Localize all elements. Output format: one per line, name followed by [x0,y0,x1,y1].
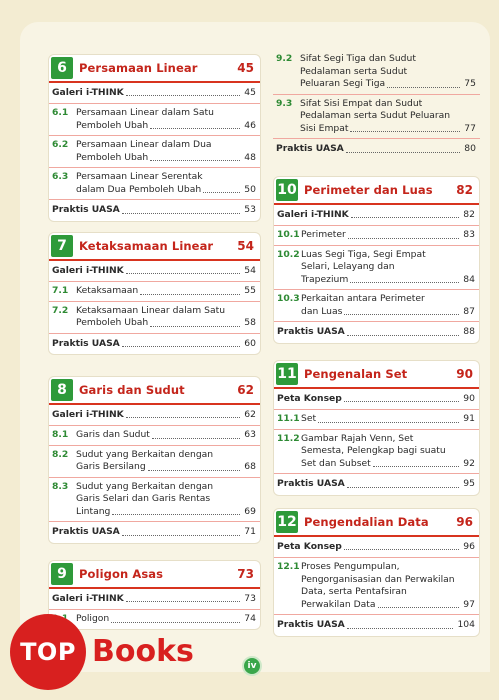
entry-page: 97 [463,598,475,610]
dot-leader [126,417,241,418]
toc-entry[interactable] [274,410,479,429]
entry-line [301,561,475,574]
chapter-entries [274,537,479,636]
entry-row [274,326,479,339]
entry-number: 11.1 [277,413,300,424]
entry-number: 12.1 [277,561,300,572]
dot-leader [122,213,240,214]
chapter-header[interactable] [49,55,260,81]
dot-leader [344,549,459,550]
dot-leader [122,346,240,347]
entry-line [301,599,475,612]
entry-line-text: dalam Dua Pemboleh Ubah [76,183,202,195]
entry-text [76,285,256,298]
entry-line-text: Garis Selari dan Garis Rentas [76,493,211,504]
entry-line-text: Persamaan Linear Serentak [76,171,203,182]
entry-line [300,53,476,66]
entry-page: 92 [463,457,475,469]
entry-line [76,107,256,120]
entry-text [301,433,475,471]
entry-row [49,429,260,442]
entry-label: Galeri i-THINK [52,592,124,604]
chapter-title: Persamaan Linear [79,61,198,75]
dot-leader [126,601,241,602]
chapter-6 [48,54,261,222]
entry-line-text: Perimeter [301,229,346,240]
entry-line-text: Perkaitan antara Perimeter [301,293,425,304]
dot-leader [350,282,459,283]
entry-row [49,338,260,351]
entry-line [301,433,475,446]
chapter-title: Ketaksamaan Linear [79,239,214,253]
toc-entry[interactable] [273,50,480,94]
chapter-number: 11 [276,363,298,385]
chapter-header[interactable] [274,509,479,535]
dot-leader [150,326,240,327]
entry-row [49,409,260,422]
toc-entry[interactable] [274,558,479,614]
entry-text [301,229,475,242]
toc-section-entry[interactable] [274,474,479,495]
entry-line [300,123,476,136]
entry-text [76,449,256,474]
dot-leader [346,152,460,153]
entry-number: 8.1 [52,429,69,440]
entry-page: 74 [244,613,256,624]
toc-entry[interactable] [49,136,260,167]
entry-row [274,478,479,491]
dot-leader [351,217,460,218]
toc-section-entry[interactable] [274,615,479,636]
toc-entry[interactable] [49,426,260,445]
entry-page: 91 [463,413,475,424]
entry-line [76,506,256,519]
entry-page: 54 [244,264,256,276]
entry-text [300,98,476,136]
entry-page: 96 [463,540,475,552]
entry-label: Praktis UASA [52,337,120,349]
entry-line-text: Garis dan Sudut [76,429,150,440]
chapter-title: Pengenalan Set [304,367,408,381]
entry-number: 9.3 [276,97,293,109]
chapter-9 [48,560,261,630]
entry-page: 104 [457,619,475,630]
entry-text [76,139,256,164]
entry-page: 71 [244,526,256,537]
chapter-number: 8 [51,379,73,401]
entry-row [49,481,260,519]
chapter-title: Pengendalian Data [304,515,429,529]
entry-line-text: Peluaran Segi Tiga [300,78,386,89]
entry-line [76,429,256,442]
entry-page: 53 [244,204,256,215]
entry-row [273,98,480,136]
entry-row [49,87,260,100]
entry-text [301,413,475,426]
entry-line [76,449,256,462]
toc-entry[interactable] [49,446,260,477]
entry-row [274,393,479,406]
entry-line-text: Proses Pengumpulan, [301,561,400,572]
entry-line [300,78,476,91]
entry-label: Galeri i-THINK [52,264,124,276]
entry-text [76,171,256,196]
chapter-entries [49,405,260,543]
entry-line [301,293,475,306]
dot-leader [148,470,241,471]
entry-page: 88 [463,326,475,337]
chapter-number: 7 [51,235,73,257]
entry-line [301,574,475,587]
entry-line-text: Garis Bersilang [76,461,146,472]
entry-line [76,317,256,330]
dot-leader [347,335,459,336]
toc-entry[interactable] [49,282,260,301]
toc-section-entry[interactable] [49,589,260,610]
dot-leader [344,401,459,402]
entry-line [76,305,256,318]
entry-line-text: Sudut yang Berkaitan dengan [76,480,214,492]
entry-text [300,53,476,91]
toc-entry[interactable] [49,104,260,135]
entry-page: 90 [463,392,475,404]
entry-row [49,204,260,217]
toc-entry[interactable] [49,168,260,199]
entry-row [49,526,260,539]
chapter-7 [48,232,261,355]
entry-line-text: Data, serta Pentafsiran [301,586,407,597]
entry-line-text: Perwakilan Data [301,598,376,610]
entry-line-text: Selari, Lelayang dan [301,261,395,272]
entry-row [274,619,479,632]
dot-leader [350,131,460,132]
entry-number: 11.2 [277,432,300,444]
chapter-header[interactable] [49,561,260,587]
chapter-page: 90 [456,367,473,381]
chapter-entries [49,261,260,355]
chapter-title: Perimeter dan Luas [304,183,433,197]
entry-row [274,229,479,242]
dot-leader [150,160,240,161]
entry-line-text: Pedalaman serta Sudut Peluaran [300,110,451,121]
entry-line-text: Pedalaman serta Sudut [300,65,408,77]
entry-line [76,613,256,626]
entry-row [49,265,260,278]
entry-line-text: Pemboleh Ubah [76,317,149,328]
chapter-title: Poligon Asas [79,567,164,581]
dot-leader [318,422,459,423]
toc-section-entry[interactable] [49,83,260,104]
logo-top-text: TOP [20,638,76,666]
entry-number: 9.2 [276,53,293,64]
toc-section-entry[interactable] [274,537,479,558]
dot-leader [111,622,240,623]
entry-line [301,274,475,287]
entry-label: Praktis UASA [277,326,345,337]
entry-line [300,66,476,79]
chapter-page: 82 [456,183,473,197]
entry-line [76,152,256,165]
entry-row [49,305,260,330]
entry-page: 48 [244,151,256,163]
toc-section-entry[interactable] [273,139,480,160]
entry-page: 80 [464,143,476,154]
toc-section-entry[interactable] [49,522,260,543]
entry-page: 55 [244,285,256,296]
entry-line [301,229,475,242]
chapter-8 [48,376,261,544]
dot-leader [387,87,460,88]
entry-page: 73 [244,592,256,604]
entry-label: Galeri i-THINK [52,86,124,98]
entry-line [76,493,256,506]
toc-entry[interactable] [274,226,479,245]
entry-row [273,53,480,91]
entry-number: 6.2 [52,139,69,150]
chapter-number: 10 [276,179,298,201]
dot-leader [140,294,240,295]
entry-number: 6.1 [52,107,69,118]
chapter-title: Garis dan Sudut [79,383,185,397]
entry-page: 84 [463,273,475,285]
entry-text [76,613,256,626]
entry-line-text: dan Luas [301,305,343,317]
chapter-page: 54 [237,239,254,253]
toc-section-entry[interactable] [274,322,479,343]
entry-line [301,306,475,319]
entry-page: 60 [244,337,256,349]
entry-label: Praktis UASA [52,204,120,215]
toc-section-entry[interactable] [49,261,260,282]
entry-line [76,481,256,494]
dot-leader [126,273,241,274]
entry-line-text: Luas Segi Tiga, Segi Empat [301,248,426,260]
chapter-page: 96 [456,515,473,529]
entry-label: Peta Konsep [277,540,342,552]
entry-line [76,139,256,152]
entry-line-text: Lintang [76,505,111,517]
toc-section-entry[interactable] [49,200,260,221]
entry-row [49,593,260,606]
chapter-page: 62 [237,383,254,397]
entry-line-text: Ketaksamaan [76,285,139,296]
entry-line [76,461,256,474]
entry-row [274,541,479,554]
entry-label: Praktis UASA [276,143,344,154]
entry-number: 8.2 [52,448,69,460]
entry-label: Praktis UASA [52,526,120,537]
entry-page: 87 [463,305,475,317]
toc-entry[interactable] [49,478,260,522]
dot-leader [373,466,460,467]
dot-leader [150,128,240,129]
toc-section-entry[interactable] [274,389,479,410]
toc-entry[interactable] [49,610,260,629]
entry-line [76,285,256,298]
entry-line-text: Pemboleh Ubah [76,151,149,163]
entry-label: Galeri i-THINK [277,208,349,220]
entry-line-text: Persamaan Linear dalam Satu [76,107,214,118]
entry-line-text: Sifat Segi Tiga dan Sudut [300,53,416,64]
chapter-entries [49,83,260,221]
entry-number: 10.1 [277,229,300,240]
entry-row [49,139,260,164]
chapter-header[interactable] [49,233,260,259]
entry-row [274,209,479,222]
toc-entry[interactable] [274,430,479,474]
entry-text [301,249,475,287]
entry-line-text: Poligon [76,613,110,624]
entry-page: 77 [464,122,476,134]
entry-page: 69 [244,505,256,517]
dot-leader [378,607,460,608]
entry-line [76,171,256,184]
entry-page: 45 [244,86,256,98]
chapter-number: 9 [51,563,73,585]
entry-page: 58 [244,317,256,328]
entry-line-text: Sudut yang Berkaitan dengan [76,448,214,460]
chapter-9-continued [273,50,480,160]
entry-line-text: Persamaan Linear dalam Dua [76,139,212,150]
entry-row [274,413,479,426]
entry-row [273,143,480,156]
entry-page: 83 [463,229,475,240]
dot-leader [203,192,240,193]
entry-line [76,184,256,197]
entry-row [274,561,479,611]
entry-line-text: Pemboleh Ubah [76,119,149,131]
entry-text [76,107,256,132]
chapter-number: 12 [276,511,298,533]
entry-line-text: Gambar Rajah Venn, Set [301,432,414,444]
entry-label: Galeri i-THINK [52,408,124,420]
chapter-entries [273,50,480,160]
toc-entry[interactable] [49,302,260,333]
chapter-header[interactable] [274,361,479,387]
dot-leader [112,514,240,515]
entry-line [301,458,475,471]
entry-number: 6.3 [52,171,69,182]
entry-label: Praktis UASA [277,619,345,630]
entry-row [274,433,479,471]
entry-text [301,293,475,318]
entry-label: Praktis UASA [277,478,345,489]
entry-text [76,481,256,519]
chapter-entries [49,589,260,629]
dot-leader [122,535,240,536]
chapter-header[interactable] [274,177,479,203]
dot-leader [347,487,459,488]
entry-label: Peta Konsep [277,392,342,404]
toc-entry[interactable] [273,95,480,139]
dot-leader [347,628,454,629]
entry-line [76,120,256,133]
toc-section-entry[interactable] [49,334,260,355]
chapter-page: 73 [237,567,254,581]
entry-row [49,285,260,298]
entry-line [301,249,475,262]
chapter-12 [273,508,480,637]
entry-page: 68 [244,461,256,472]
entry-row [49,449,260,474]
entry-number: 7.1 [52,285,69,296]
entry-line-text: Trapezium [301,273,349,285]
entry-page: 50 [244,183,256,195]
entry-page: 95 [463,478,475,489]
dot-leader [152,438,240,439]
chapter-number: 6 [51,57,73,79]
entry-line-text: Semesta, Pelengkap bagi suatu [301,445,446,456]
dot-leader [348,238,459,239]
chapter-11 [273,360,480,496]
logo-books-text: Books [92,634,194,669]
entry-line-text: Set dan Subset [301,457,371,469]
dot-leader [344,314,459,315]
entry-text [76,429,256,442]
toc-section-entry[interactable] [49,405,260,426]
entry-line-text: Pengorganisasian dan Perwakilan [301,573,455,585]
chapter-header[interactable] [49,377,260,403]
entry-page: 75 [464,78,476,89]
entry-line-text: Sifat Sisi Empat dan Sudut [300,97,423,109]
entry-row [49,171,260,196]
toc-entry[interactable] [274,290,479,321]
entry-number: 10.3 [277,293,300,304]
entry-line-text: Ketaksamaan Linear dalam Satu [76,304,226,316]
chapter-10 [273,176,480,344]
entry-row [274,293,479,318]
chapter-entries [274,389,479,495]
entry-line [301,413,475,426]
entry-line-text: Set [301,413,317,424]
entry-number: 7.2 [52,304,69,316]
entry-line [301,586,475,599]
entry-page: 82 [463,208,475,220]
entry-number: 8.3 [52,480,69,492]
entry-page: 46 [244,119,256,131]
entry-line [301,445,475,458]
entry-row [274,249,479,287]
entry-row [49,613,260,626]
entry-line [300,110,476,123]
entry-text [76,305,256,330]
entry-page: 63 [244,429,256,440]
entry-line-text: Sisi Empat [300,122,349,134]
entry-number: 10.2 [277,248,300,260]
chapter-page: 45 [237,61,254,75]
dot-leader [126,95,241,96]
toc-section-entry[interactable] [274,205,479,226]
topbooks-logo [10,614,86,690]
entry-line [301,261,475,274]
toc-entry[interactable] [274,246,479,290]
page-number-badge: iv [242,656,262,676]
entry-line [300,98,476,111]
entry-text [301,561,475,611]
entry-page: 62 [244,408,256,420]
chapter-entries [274,205,479,343]
entry-row [49,107,260,132]
